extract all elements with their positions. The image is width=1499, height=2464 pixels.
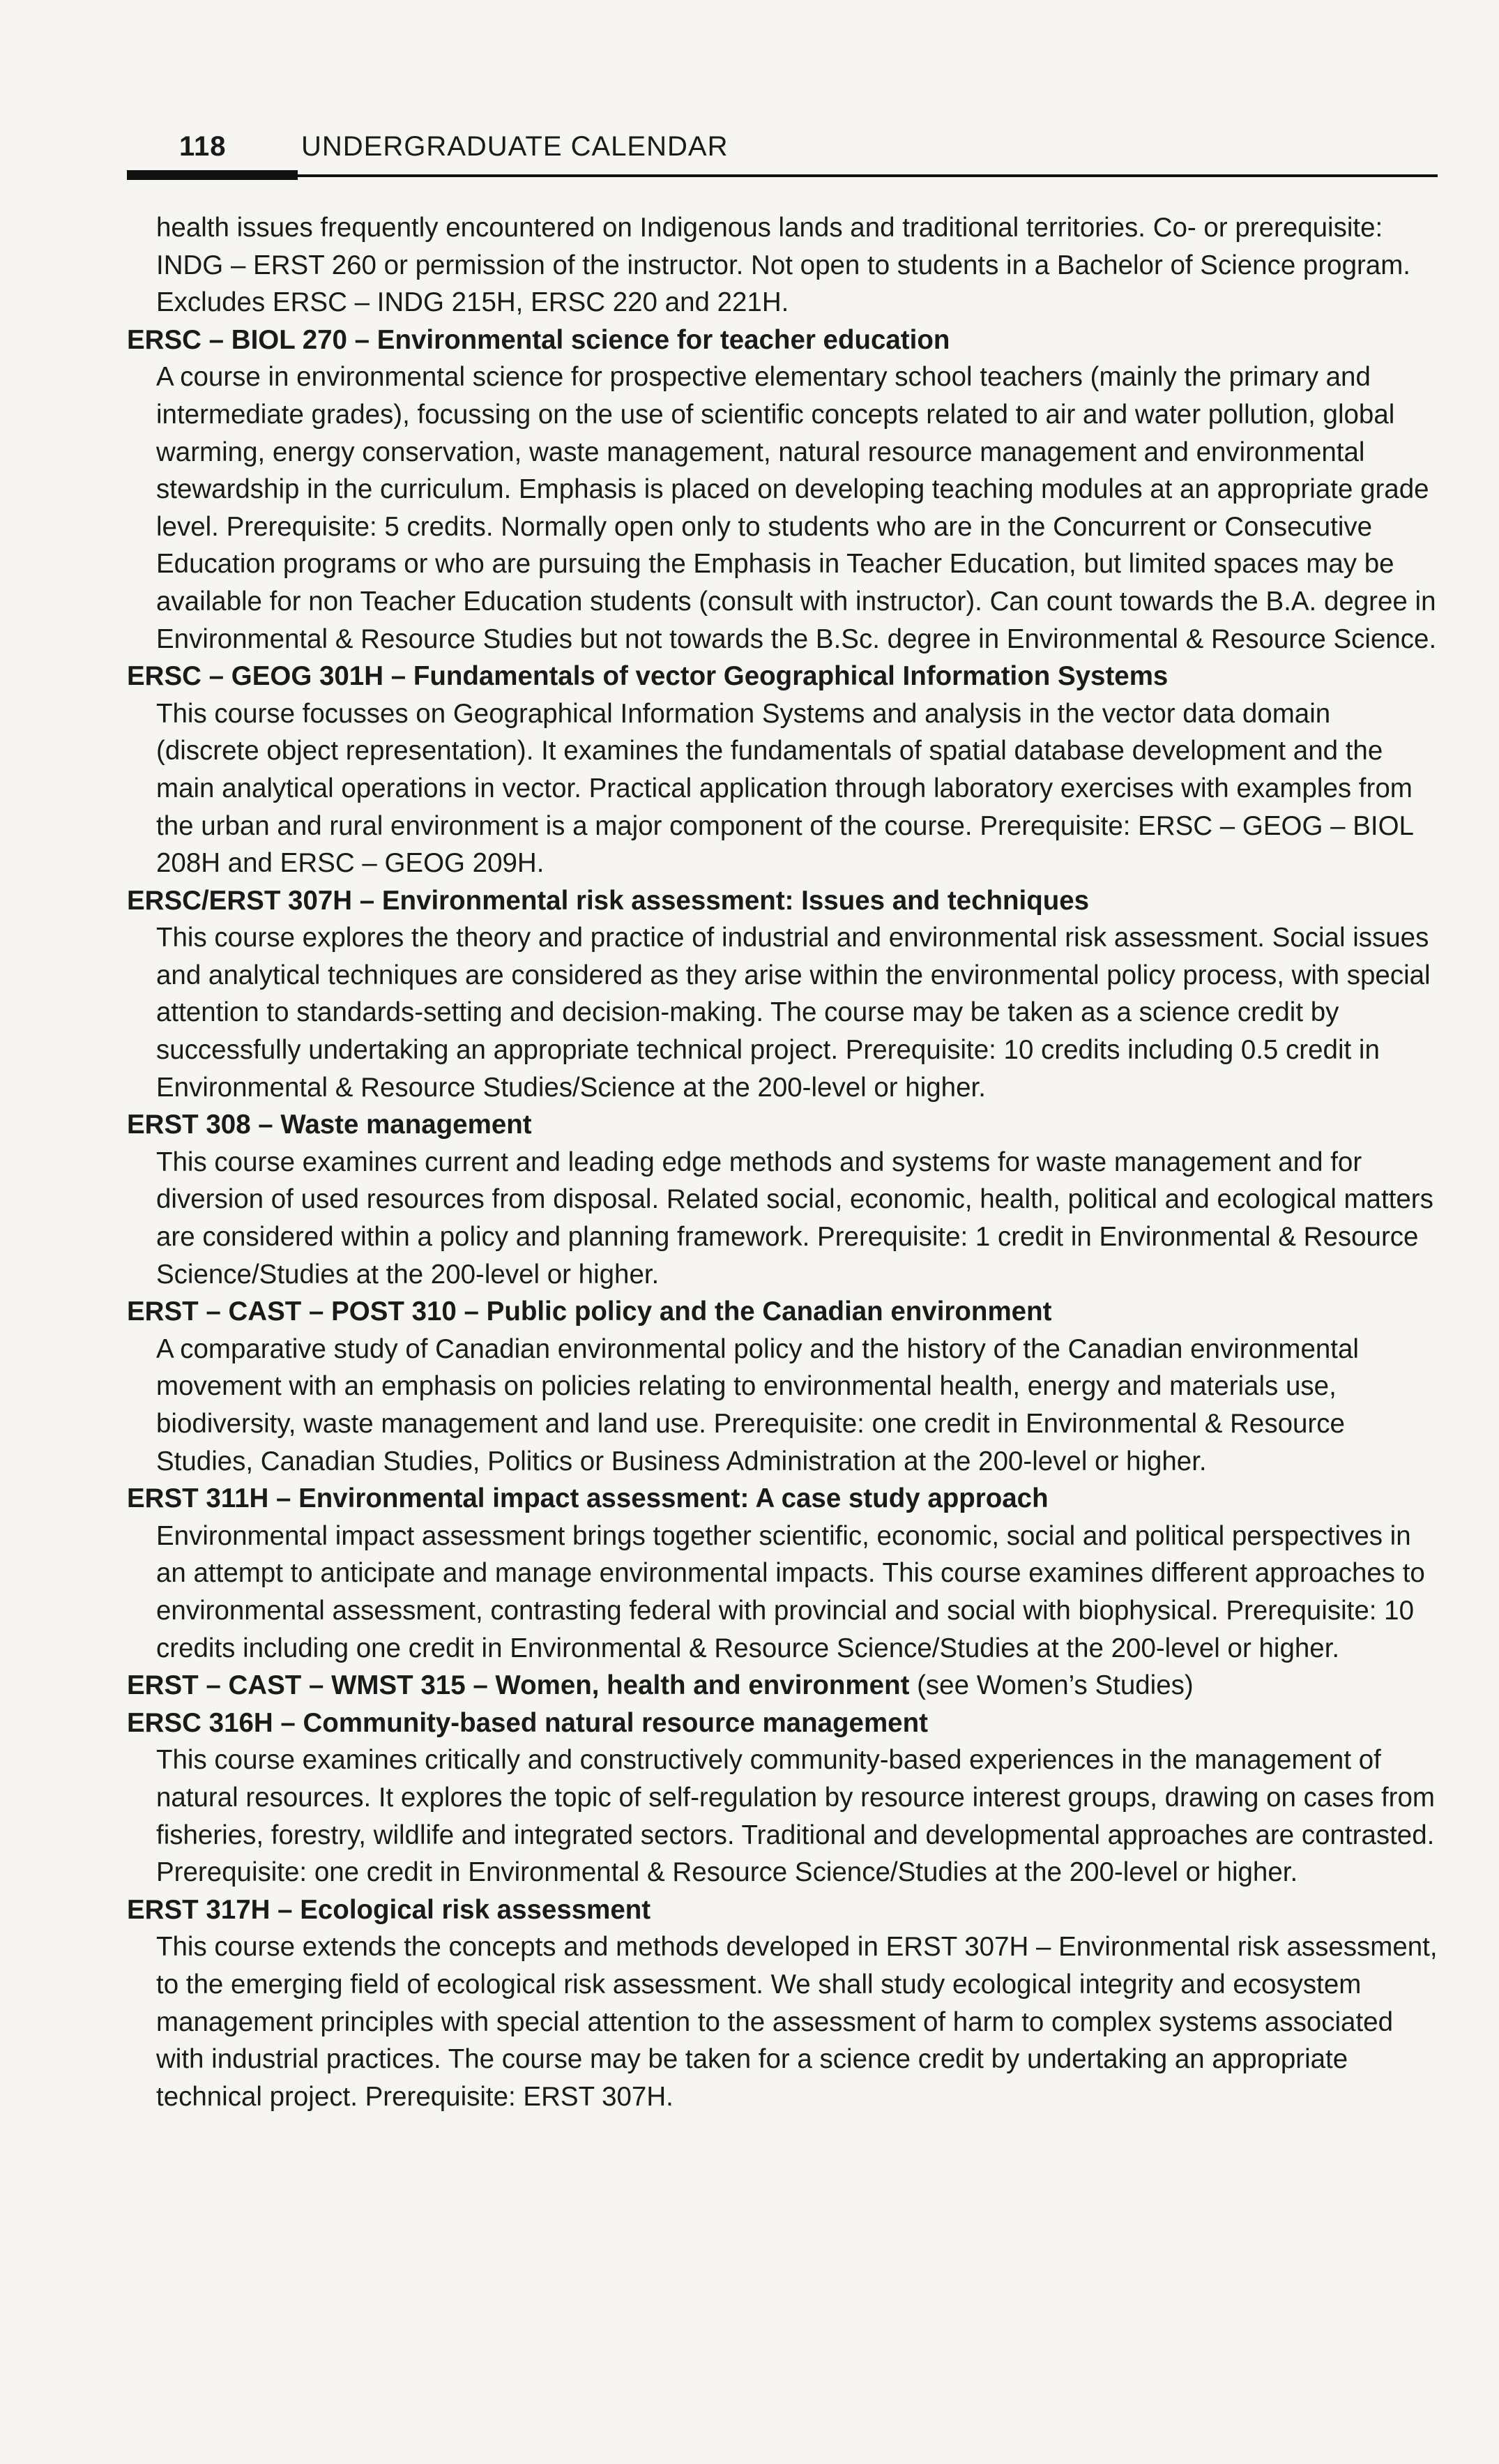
course-heading-text: ERST – CAST – WMST 315 – Women, health and environment (127, 1670, 910, 1701)
page-header (127, 131, 1438, 180)
course-heading: ERSC/ERST 307H – Environmental risk assessment: Issues and techniques (127, 885, 1090, 916)
header-title: UNDERGRADUATE CALENDAR (301, 131, 729, 162)
course-description: This course examines critically and constructively community-based experiences in the management of natural resources. It explores the topic of self-regulation by resource interest groups, drawing on cases from fisheries, forestry, wildlife and integrated sectors. Traditional and developmental approaches are contrasted. Prerequisite: one credit in Environmental & Resource Science/Studies at the 200-level or higher. (156, 1745, 1435, 1888)
course-heading: ERSC – BIOL 270 – Environmental science for teacher education (127, 324, 950, 355)
course-listing (127, 209, 1438, 2115)
course-heading: ERSC 316H – Community-based natural resource management (127, 1707, 928, 1738)
course-description: A course in environmental science for prospective elementary school teachers (mainly the primary and intermediate grades), focussing on the use of scientific concepts related to air and water pollution, global warming, energy conservation, waste management, natural resource management and environmental stewardship in the curriculum. Emphasis is placed on developing teaching modules at an appropriate grade level. Prerequisite: 5 credits. Normally open only to students who are in the Concurrent or Consecutive Education programs or who are pursuing the Emphasis in Teacher Education, but limited spaces may be available for non Teacher Education students (consult with instructor). Can count towards the B.A. degree in Environmental & Resource Studies but not towards the B.Sc. degree in Environmental & Resource Science. (156, 362, 1437, 654)
cross-reference: (see Women’s Studies) (909, 1670, 1194, 1701)
course-description: A comparative study of Canadian environmental policy and the history of the Canadian environmental movement with an emphasis on policies relating to environmental health, energy and materials use, biodiversity, waste management and land use. Prerequisite: one credit in Environmental & Resource Studies, Canadian Studies, Politics or Business Administration at the 200-level or higher. (156, 1333, 1359, 1476)
entry-continued-body: health issues frequently encountered on Indigenous lands and traditional territories. Co- or prerequisite: INDG – ERST 260 or permission of the instructor. Not open to students in a Bachelor of Science program. Excludes ERSC – INDG 215H, ERSC 220 and 221H. (156, 213, 1410, 318)
course-description: This course examines current and leading edge methods and systems for waste management and for diversion of used resources from disposal. Related social, economic, health, political and ecological matters are considered within a policy and planning framework. Prerequisite: 1 credit in Environmental & Resource Science/Studies at the 200-level or higher. (156, 1147, 1433, 1290)
course-heading-with-reference (127, 1667, 1438, 1705)
header-rule-thick (127, 170, 298, 180)
course-description: This course explores the theory and practice of industrial and environmental risk assessment. Social issues and analytical techniques are considered as they arise within the environmental policy process, with special attention to standards-setting and decision-making. The course may be taken as a science credit by successfully undertaking an appropriate technical project. Prerequisite: 10 credits including 0.5 credit in Environmental & Resource Studies/Science at the 200-level or higher. (156, 923, 1431, 1103)
course-heading: ERST 311H – Environmental impact assessment: A case study approach (127, 1483, 1049, 1514)
header-rule-thin (298, 174, 1438, 177)
course-heading: ERST 317H – Ecological risk assessment (127, 1894, 651, 1925)
course-heading: ERST – CAST – POST 310 – Public policy and the Canadian environment (127, 1297, 1052, 1327)
course-description: This course extends the concepts and methods developed in ERST 307H – Environmental risk assessment, to the emerging field of ecological risk assessment. We shall study ecological integrity and ecosystem management principles with special attention to the assessment of harm to complex systems associated with industrial practices. The course may be taken for a science credit by undertaking an appropriate technical project. Prerequisite: ERST 307H. (156, 1932, 1438, 2112)
course-description: This course focusses on Geographical Information Systems and analysis in the vector data domain (discrete object representation). It examines the fundamentals of spatial database development and the main analytical operations in vector. Practical application through laboratory exercises with examples from the urban and rural environment is a major component of the course. Prerequisite: ERSC – GEOG – BIOL 208H and ERSC – GEOG 209H. (156, 698, 1413, 879)
course-description: Environmental impact assessment brings together scientific, economic, social and political perspectives in an attempt to anticipate and manage environmental impacts. This course examines different approaches to environmental assessment, contrasting federal with provincial and social with biophysical. Prerequisite: 10 credits including one credit in Environmental & Resource Science/Studies at the 200-level or higher. (156, 1520, 1425, 1663)
course-heading: ERSC – GEOG 301H – Fundamentals of vector Geographical Information Systems (127, 661, 1169, 692)
page-number: 118 (179, 131, 227, 162)
course-heading: ERST 308 – Waste management (127, 1110, 532, 1140)
